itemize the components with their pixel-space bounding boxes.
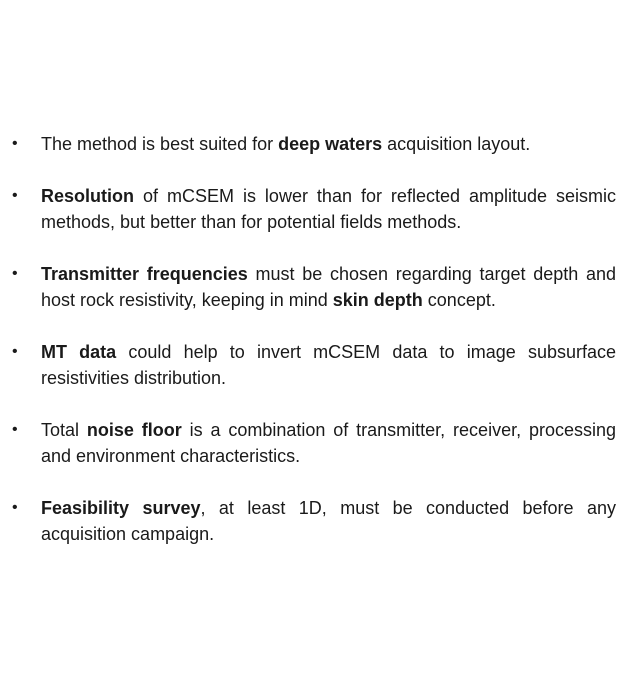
text-run: must be chosen regarding target depth and host rock resistivity, keeping in mind bbox=[41, 264, 617, 310]
text-run: could help to invert mCSEM data to image subsurface resistivities distribution. bbox=[41, 342, 616, 388]
bold-run: Resolution bbox=[41, 186, 134, 206]
bullet-icon: • bbox=[12, 265, 18, 282]
bullet-text bbox=[41, 342, 616, 388]
bold-run: noise floor bbox=[86, 420, 182, 440]
bullet-icon: • bbox=[12, 343, 18, 360]
text-run: is a combination of transmitter, receiver, processing and environment characteristics. bbox=[41, 420, 616, 466]
bullet-item bbox=[0, 261, 630, 313]
text-run: , at least 1D, must be conducted before any acquisition campaign. bbox=[41, 498, 616, 544]
bullet-icon: • bbox=[12, 499, 18, 516]
bullet-text bbox=[41, 264, 616, 310]
bold-run: skin depth bbox=[332, 290, 423, 310]
bold-run: deep waters bbox=[278, 134, 383, 154]
text-run: of mCSEM is lower than for reflected amplitude seismic methods, but better than for potential fields methods. bbox=[41, 186, 616, 232]
bullet-text bbox=[41, 498, 616, 544]
bullet-item bbox=[0, 339, 630, 391]
bold-run: MT data bbox=[41, 342, 117, 362]
bullet-item bbox=[0, 495, 630, 547]
text-run: concept. bbox=[422, 290, 496, 310]
bullet-icon: • bbox=[12, 187, 18, 204]
bold-run: Feasibility survey bbox=[41, 498, 201, 518]
text-run: The method is best suited for bbox=[41, 134, 279, 154]
bullet-item bbox=[0, 417, 630, 469]
bullet-text bbox=[41, 186, 616, 232]
text-run: Total bbox=[41, 420, 87, 440]
bold-run: Transmitter frequencies bbox=[41, 264, 248, 284]
bullet-item bbox=[0, 183, 630, 235]
bullet-icon: • bbox=[12, 421, 18, 438]
bullet-text bbox=[41, 134, 530, 154]
bullet-text bbox=[41, 420, 616, 466]
bullet-icon: • bbox=[12, 135, 18, 152]
text-run: acquisition layout. bbox=[382, 134, 531, 154]
bullet-list bbox=[0, 131, 630, 547]
bullet-item bbox=[0, 131, 630, 157]
